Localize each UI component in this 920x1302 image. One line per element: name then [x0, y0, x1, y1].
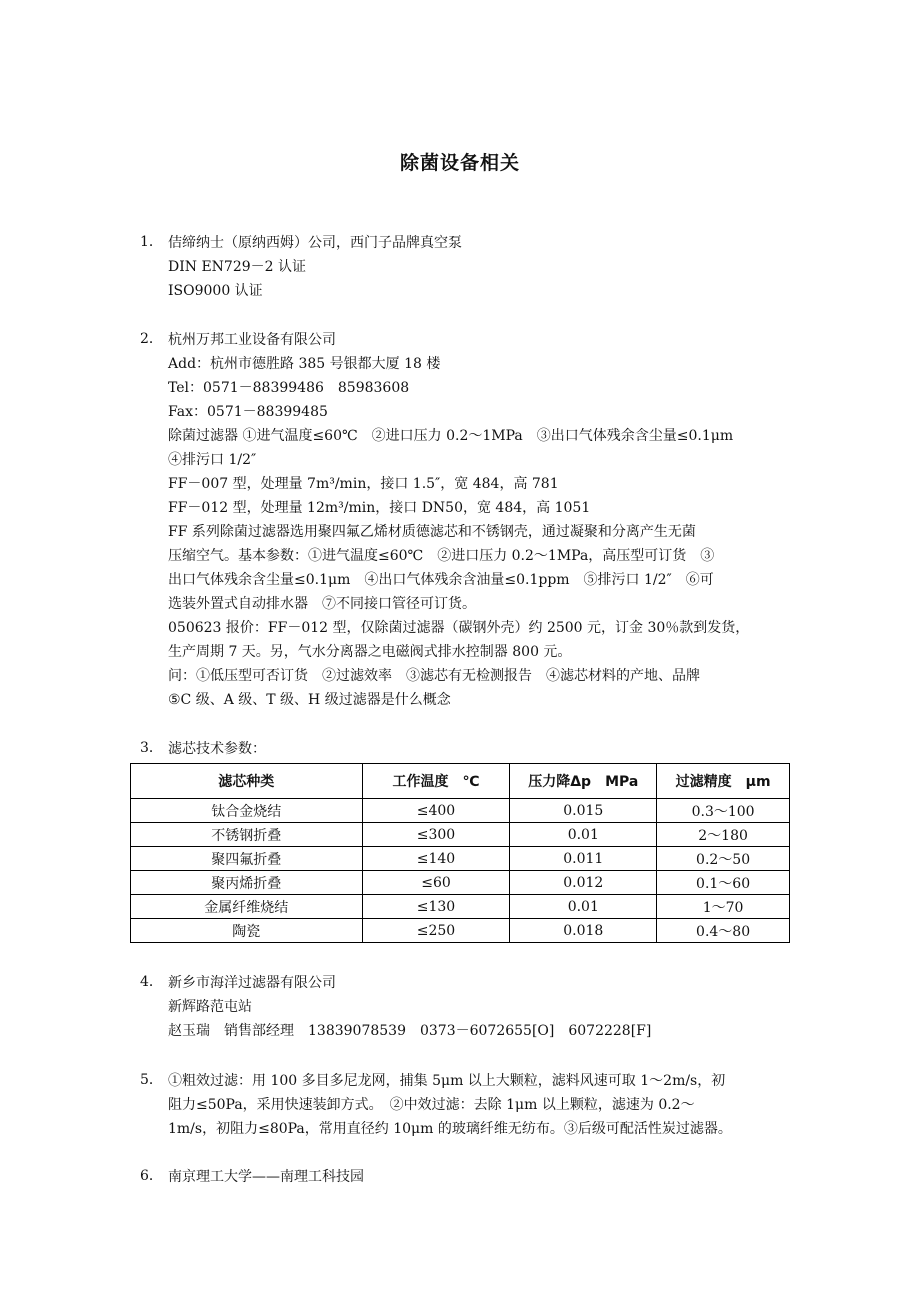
section-line: 问：①低压型可否订货 ②过滤效率 ③滤芯有无检测报告 ④滤芯材料的产地、品牌: [168, 668, 700, 684]
table-cell: 0.01: [510, 823, 657, 847]
section-line: 佶缔纳士（原纳西姆）公司，西门子品牌真空泵: [168, 235, 462, 251]
table-cell: 0.1～60: [657, 871, 790, 895]
table-cell: 0.2～50: [657, 847, 790, 871]
section-line: 选装外置式自动排水器 ⑦不同接口管径可订货。: [168, 596, 476, 612]
table-header-cell: 过滤精度 μm: [657, 764, 790, 799]
table-cell: 不锈钢折叠: [131, 823, 363, 847]
section-line: 南京理工大学——南理工科技园: [168, 1169, 364, 1185]
section-line: 1m/s，初阻力≤80Pa，常用直径约 10μm 的玻璃纤维无纺布。③后级可配活性炭过滤器。: [168, 1121, 732, 1137]
table-cell: 钛合金烧结: [131, 799, 363, 823]
section-line: 新辉路范屯站: [168, 999, 252, 1015]
section-number: 4．: [140, 974, 163, 990]
table-cell: 聚丙烯折叠: [131, 871, 363, 895]
filter-spec-table: [130, 763, 790, 943]
section-line: ①粗效过滤：用 100 多目多尼龙网，捕集 5μm 以上大颗粒，滤料风速可取 1～2m/s，初: [168, 1073, 726, 1089]
section-number: 3．: [140, 740, 163, 756]
section-line: Add：杭州市德胜路 385 号银都大厦 18 楼: [168, 356, 441, 372]
section-line: 生产周期 7 天。另，气水分离器之电磁阀式排水控制器 800 元。: [168, 644, 572, 660]
section-line: 阻力≤50Pa，采用快速装卸方式。 ②中效过滤：去除 1μm 以上颗粒，滤速为 0.2～: [168, 1097, 695, 1113]
table-row: [131, 823, 790, 847]
table-header-cell: 滤芯种类: [131, 764, 363, 799]
table-cell: 陶瓷: [131, 919, 363, 943]
section-line: 滤芯技术参数：: [168, 741, 266, 757]
section-number: 1．: [140, 234, 163, 250]
section-line: ④排污口 1/2″: [168, 452, 257, 468]
table-cell: 1～70: [657, 895, 790, 919]
table-cell: 金属纤维烧结: [131, 895, 363, 919]
table-cell: 0.012: [510, 871, 657, 895]
table-cell: 0.4～80: [657, 919, 790, 943]
section-line: FF－012 型，处理量 12m³/min，接口 DN50，宽 484，高 1051: [168, 500, 591, 516]
section-line: ISO9000 认证: [168, 283, 263, 299]
table-header-row: [131, 764, 790, 799]
table-row: [131, 895, 790, 919]
section-line: 新乡市海洋过滤器有限公司: [168, 975, 336, 991]
table-cell: 聚四氟折叠: [131, 847, 363, 871]
section-line: DIN EN729－2 认证: [168, 259, 307, 275]
table-cell: ≤300: [362, 823, 510, 847]
table-cell: ≤60: [362, 871, 510, 895]
section-number: 6．: [140, 1168, 163, 1184]
table-cell: 2～180: [657, 823, 790, 847]
table-row: [131, 919, 790, 943]
table-cell: 0.018: [510, 919, 657, 943]
section-line: Fax：0571－88399485: [168, 404, 328, 420]
section-line: Tel：0571－88399486 85983608: [168, 380, 410, 396]
table-header-cell: 压力降Δp MPa: [510, 764, 657, 799]
table-row: [131, 799, 790, 823]
section-line: ⑤C 级、A 级、T 级、H 级过滤器是什么概念: [168, 692, 451, 708]
table-cell: 0.011: [510, 847, 657, 871]
section-line: 050623 报价：FF－012 型，仅除菌过滤器（碳钢外壳）约 2500 元，订金 30％款到发货，: [168, 620, 750, 636]
table-row: [131, 871, 790, 895]
section-line: 赵玉瑞 销售部经理 13839078539 0373－6072655[O] 6072228[F]: [168, 1023, 652, 1039]
table-cell: 0.01: [510, 895, 657, 919]
section-line: FF 系列除菌过滤器选用聚四氟乙烯材质德滤芯和不锈钢壳，通过凝聚和分离产生无菌: [168, 524, 696, 540]
table-cell: 0.3～100: [657, 799, 790, 823]
section-line: 压缩空气。基本参数：①进气温度≤60℃ ②进口压力 0.2～1MPa，高压型可订货 ③: [168, 548, 715, 564]
section-line: FF－007 型，处理量 7m³/min，接口 1.5″，宽 484，高 781: [168, 476, 559, 492]
table-cell: 0.015: [510, 799, 657, 823]
table-cell: ≤250: [362, 919, 510, 943]
table-header-cell: 工作温度 ℃: [362, 764, 510, 799]
section-line: 杭州万邦工业设备有限公司: [168, 332, 336, 348]
section-line: 除菌过滤器 ①进气温度≤60℃ ②进口压力 0.2～1MPa ③出口气体残余含尘量≤0.1μm: [168, 428, 734, 444]
table-cell: ≤130: [362, 895, 510, 919]
table-cell: ≤140: [362, 847, 510, 871]
section-number: 2．: [140, 331, 163, 347]
page-title: 除菌设备相关: [399, 152, 520, 174]
table-cell: ≤400: [362, 799, 510, 823]
section-number: 5．: [140, 1072, 163, 1088]
table-row: [131, 847, 790, 871]
section-line: 出口气体残余含尘量≤0.1μm ④出口气体残余含油量≤0.1ppm ⑤排污口 1/2″ ⑥可: [168, 572, 714, 588]
